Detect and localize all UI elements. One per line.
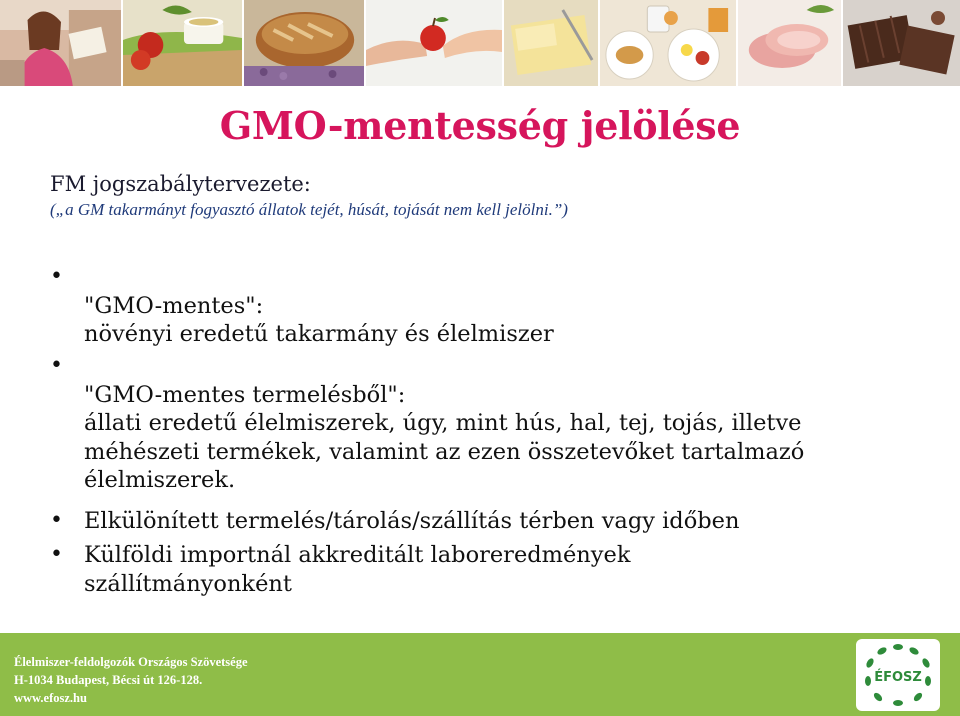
bullet-body: növényi eredetű takarmány és élelmiszer bbox=[84, 321, 554, 347]
bullet-body: Külföldi importnál akkreditált laboreredmények szállítmányonként bbox=[84, 542, 631, 597]
bullet-dot: • bbox=[50, 508, 63, 533]
bullet-separate-production bbox=[50, 507, 920, 536]
regulation-quote: („a GM takarmányt fogyasztó állatok tejét, húsát, tojását nem kell jelölni.”) bbox=[50, 200, 568, 219]
organization-address: H-1034 Budapest, Bécsi út 126-128. bbox=[14, 673, 203, 687]
breakfast-table-photo bbox=[600, 0, 738, 86]
bullet-body: állati eredetű élelmiszerek, úgy, mint hús, hal, tej, tojás, illetve méhészeti termékek, valamint az ezen összetevőket tartalmazó élelmiszerek. bbox=[84, 410, 805, 493]
photo-banner bbox=[0, 0, 960, 86]
bullet-gmo-free bbox=[50, 263, 920, 349]
butter-photo bbox=[504, 0, 600, 86]
tomato-basil-photo bbox=[123, 0, 244, 86]
footer-contact bbox=[14, 653, 248, 707]
bread-loaf-photo bbox=[244, 0, 366, 86]
bullet-lead: "GMO-mentes termelésből": bbox=[84, 381, 406, 408]
bullet-dot: • bbox=[50, 264, 63, 289]
slide-title: GMO-mentesség jelölése bbox=[219, 103, 741, 148]
bullet-content bbox=[84, 263, 554, 349]
woman-shopping-photo bbox=[0, 0, 123, 86]
bullet-dot: • bbox=[50, 542, 63, 567]
chocolate-photo bbox=[843, 0, 960, 86]
footer-bar bbox=[0, 633, 960, 716]
regulation-heading: FM jogszabálytervezete: bbox=[50, 172, 311, 196]
bullet-content bbox=[84, 352, 804, 495]
organization-name: Élelmiszer-feldolgozók Országos Szövetsége bbox=[14, 655, 248, 669]
website-link[interactable]: www.efosz.hu bbox=[14, 691, 87, 705]
bullet-gmo-free-production bbox=[50, 352, 920, 495]
bullet-lead: "GMO-mentes": bbox=[84, 292, 264, 319]
bullet-body: Elkülönített termelés/tárolás/szállítás térben vagy időben bbox=[84, 508, 740, 534]
ham-slices-photo bbox=[738, 0, 843, 86]
bullet-import-lab-results bbox=[50, 541, 920, 598]
efosz-logo bbox=[856, 639, 940, 711]
apple-hand-photo bbox=[366, 0, 504, 86]
bullet-dot: • bbox=[50, 353, 63, 378]
logo-text: ÉFOSZ bbox=[874, 670, 922, 685]
